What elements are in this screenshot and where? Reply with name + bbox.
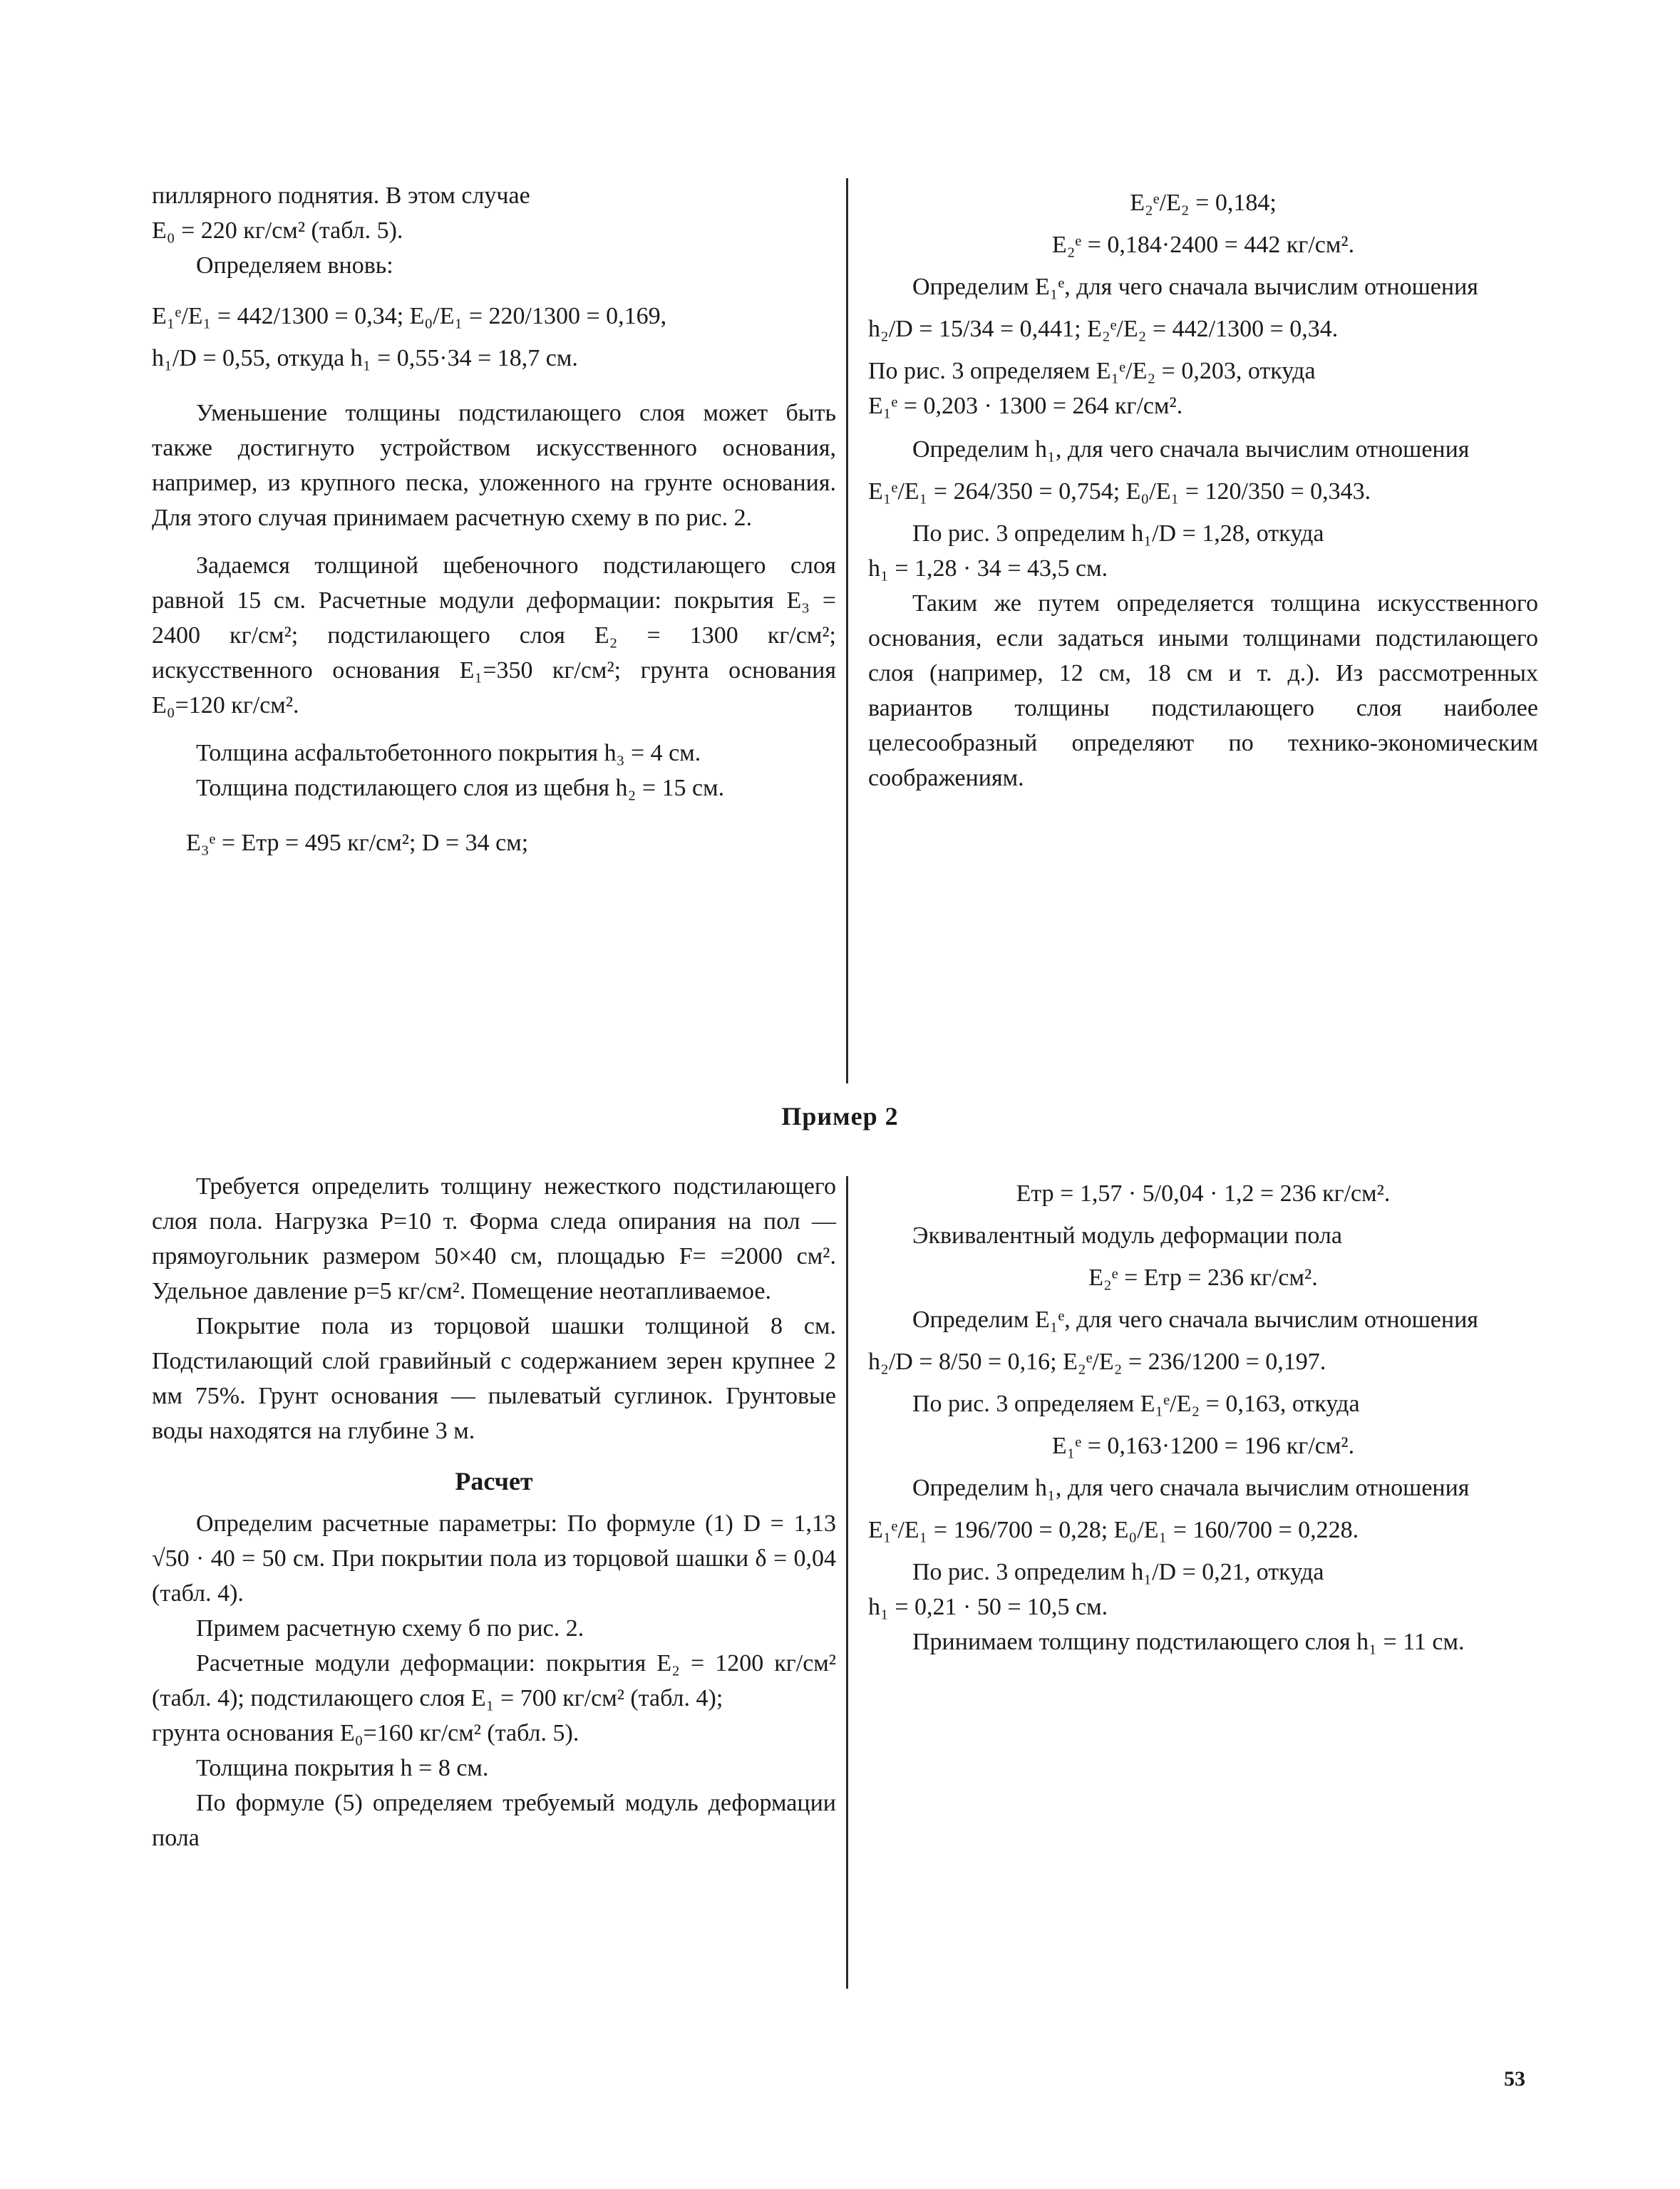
equation: E₂ᵉ/E₂ = 0,184; [1130, 190, 1277, 216]
paragraph: Требуется определить толщину нежесткого подстилающего слоя пола. Нагрузка P=10 т. Форма следа опирания на пол — прямоугольник размером 50×40 см, площадью F= =2000 см². Удельное давление p=5 кг/см². Помещение неотапливаемое. [152, 1173, 836, 1304]
text-line: пиллярного поднятия. В этом случае [152, 182, 530, 209]
column-divider-top [846, 178, 848, 1083]
paragraph: По рис. 3 определим h₁/D = 0,21, откуда [912, 1559, 1324, 1585]
paragraph: Определим h₁, для чего сначала вычислим отношения [912, 436, 1470, 463]
paragraph: Толщина асфальтобетонного покрытия h₃ = 4 см. [196, 740, 701, 766]
equation: h₁/D = 0,55, откуда h₁ = 0,55·34 = 18,7 см. [152, 345, 578, 371]
paragraph: Определяем вновь: [196, 252, 393, 279]
left-column-bottom [152, 1169, 836, 1855]
paragraph: По рис. 3 определяем E₁ᵉ/E₂ = 0,163, откуда [912, 1391, 1360, 1417]
section-heading-example: Пример 2 [781, 1102, 899, 1130]
paragraph: Покрытие пола из торцовой шашки толщиной 8 см. Подстилающий слой гравийный с содержанием зерен крупнее 2 мм 75%. Грунт основания — пылеватый суглинок. Грунтовые воды находятся на глубине 3 м. [152, 1313, 836, 1444]
equation: E₁ᵉ = 0,203 · 1300 = 264 кг/см². [868, 393, 1183, 419]
paragraph: Определим E₁ᵉ, для чего сначала вычислим отношения [912, 1307, 1478, 1333]
paragraph: Расчетные модули деформации: покрытия E₂ = 1200 кг/см² (табл. 4); подстилающего слоя E₁ = 700 кг/см² (табл. 4); [152, 1650, 836, 1711]
paragraph: По рис. 3 определим h₁/D = 1,28, откуда [912, 520, 1324, 547]
paragraph: Определим расчетные параметры: По формуле (1) D = 1,13 √50 · 40 = 50 см. При покрытии пола из торцовой шашки δ = 0,04 (табл. 4). [152, 1510, 836, 1607]
paragraph: Толщина покрытия h = 8 см. [196, 1755, 489, 1781]
equation: E₃ᵉ = Eтр = 495 кг/см²; D = 34 см; [186, 830, 529, 856]
equation: h₂/D = 15/34 = 0,441; E₂ᵉ/E₂ = 442/1300 = 0,34. [868, 316, 1339, 342]
equation: h₁ = 1,28 · 34 = 43,5 см. [868, 555, 1108, 582]
paragraph: грунта основания E₀=160 кг/см² (табл. 5). [152, 1720, 579, 1746]
paragraph: Таким же путем определяется толщина искусственного основания, если задаться иными толщинами подстилающего слоя (например, 12 см, 18 см и т. д.). Из рассмотренных вариантов толщины подстилающего слоя наиболее целесообразный определяют по технико-экономическим соображениям. [868, 590, 1538, 791]
subsection-heading: Расчет [455, 1467, 533, 1495]
paragraph: Уменьшение толщины подстилающего слоя может быть также достигнуто устройством искусственного основания, например, из крупного песка, уложенного на грунте основания. Для этого случая принимаем расчетную схему в по рис. 2. [152, 400, 836, 531]
right-column-top [868, 178, 1538, 795]
equation: h₁ = 0,21 · 50 = 10,5 см. [868, 1594, 1108, 1620]
paragraph: Эквивалентный модуль деформации пола [912, 1222, 1342, 1249]
text-line: E₀ = 220 кг/см² (табл. 5). [152, 217, 403, 244]
left-column-top [152, 178, 836, 867]
equation: E₂ᵉ = 0,184·2400 = 442 кг/см². [1051, 232, 1355, 258]
equation: Eтр = 1,57 · 5/0,04 · 1,2 = 236 кг/см². [1016, 1180, 1391, 1207]
equation: E₂ᵉ = Eтр = 236 кг/см². [1088, 1265, 1318, 1291]
paragraph: Задаемся толщиной щебеночного подстилающего слоя равной 15 см. Расчетные модули деформации: покрытия E₃ = 2400 кг/см²; подстилающего слоя E₂ = 1300 кг/см²; искусственного основания E₁=350 кг/см²; грунта основания E₀=120 кг/см². [152, 552, 836, 718]
equation: E₁ᵉ/E₁ = 442/1300 = 0,34; E₀/E₁ = 220/1300 = 0,169, [152, 303, 667, 329]
paragraph: Определим h₁, для чего сначала вычислим отношения [912, 1475, 1470, 1501]
equation: E₁ᵉ/E₁ = 196/700 = 0,28; E₀/E₁ = 160/700 = 0,228. [868, 1517, 1359, 1543]
right-column-bottom [868, 1169, 1538, 1659]
equation: E₁ᵉ = 0,163·1200 = 196 кг/см². [1051, 1433, 1355, 1459]
paragraph: По рис. 3 определяем E₁ᵉ/E₂ = 0,203, откуда [868, 358, 1316, 384]
page-number: 53 [1504, 2067, 1525, 2091]
column-divider-bottom [846, 1176, 848, 1989]
paragraph: По формуле (5) определяем требуемый модуль деформации пола [152, 1790, 836, 1851]
equation: E₁ᵉ/E₁ = 264/350 = 0,754; E₀/E₁ = 120/350 = 0,343. [868, 478, 1371, 505]
paragraph: Толщина подстилающего слоя из щебня h₂ = 15 см. [196, 775, 725, 801]
paragraph: Определим E₁ᵉ, для чего сначала вычислим отношения [912, 274, 1478, 300]
paragraph: Принимаем толщину подстилающего слоя h₁ = 11 см. [912, 1629, 1465, 1655]
paragraph: Примем расчетную схему б по рис. 2. [196, 1615, 584, 1642]
equation: h₂/D = 8/50 = 0,16; E₂ᵉ/E₂ = 236/1200 = 0,197. [868, 1349, 1326, 1375]
